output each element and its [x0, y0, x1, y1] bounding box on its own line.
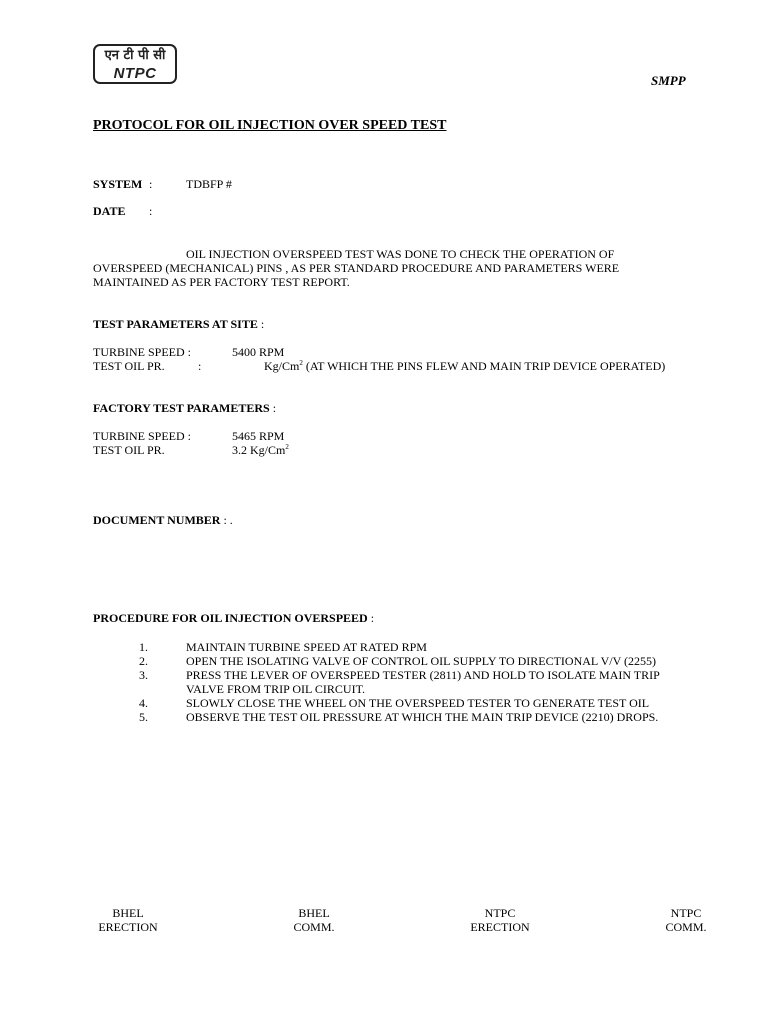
- step-text: OBSERVE THE TEST OIL PRESSURE AT WHICH THE MAIN TRIP DEVICE (2210) DROPS.: [186, 710, 659, 724]
- site-oil-unit: [264, 359, 665, 375]
- signature-role: COMM.: [293, 920, 335, 934]
- step-text: OPEN THE ISOLATING VALVE OF CONTROL OIL SUPPLY TO DIRECTIONAL V/V (2255): [186, 654, 657, 668]
- site-oil-label: TEST OIL PR.: [93, 359, 165, 373]
- system-separator: :: [149, 177, 153, 191]
- system-label: SYSTEM: [93, 177, 143, 191]
- step-number: 1.: [139, 640, 148, 654]
- step-text: SLOWLY CLOSE THE WHEEL ON THE OVERSPEED TESTER TO GENERATE TEST OIL: [186, 696, 650, 710]
- document-number: [93, 513, 233, 527]
- factory-params-heading-text: FACTORY TEST PARAMETERS: [93, 401, 270, 415]
- date-label: DATE: [93, 204, 126, 218]
- signature-org: BHEL: [112, 906, 144, 920]
- procedure-separator: :: [370, 611, 375, 625]
- signature-org: NTPC: [670, 906, 702, 920]
- date-separator: :: [149, 204, 153, 218]
- document-number-separator: : .: [223, 513, 233, 527]
- step-text: PRESS THE LEVER OF OVERSPEED TESTER (2811) AND HOLD TO ISOLATE MAIN TRIP: [186, 668, 660, 682]
- step-number: 3.: [139, 668, 148, 682]
- step-number: 4.: [139, 696, 148, 710]
- factory-params-heading: [93, 401, 276, 415]
- intro-paragraph: [93, 247, 703, 289]
- site-oil-separator: :: [198, 359, 202, 373]
- paragraph-line: OVERSPEED (MECHANICAL) PINS , AS PER STANDARD PROCEDURE AND PARAMETERS WERE: [93, 261, 620, 275]
- step-text: MAINTAIN TURBINE SPEED AT RATED RPM: [186, 640, 427, 654]
- site-params-heading: [93, 317, 264, 331]
- step-text-continued: VALVE FROM TRIP OIL CIRCUIT.: [186, 682, 366, 696]
- logo-hindi-text: एन टी पी सी: [104, 48, 166, 63]
- procedure-heading: [93, 611, 374, 625]
- step-number: 5.: [139, 710, 148, 724]
- factory-turbine-value: 5465 RPM: [232, 429, 285, 443]
- site-oil-note: (AT WHICH THE PINS FLEW AND MAIN TRIP DEVICE OPERATED): [305, 359, 666, 373]
- step-number: 2.: [139, 654, 148, 668]
- factory-oil-label: TEST OIL PR.: [93, 443, 165, 457]
- signature-bhel-comm: [269, 906, 359, 934]
- document-number-label: DOCUMENT NUMBER: [93, 513, 221, 527]
- signature-ntpc-comm: [641, 906, 731, 934]
- signature-ntpc-erection: [455, 906, 545, 934]
- page-title: PROTOCOL FOR OIL INJECTION OVER SPEED TEST: [93, 118, 447, 133]
- site-params-separator: :: [260, 317, 265, 331]
- site-oil-unit-text: Kg/Cm: [264, 359, 300, 373]
- header-code: SMPP: [651, 73, 686, 88]
- logo-english-text: NTPC: [113, 65, 157, 82]
- procedure-heading-text: PROCEDURE FOR OIL INJECTION OVERSPEED: [93, 611, 368, 625]
- site-turbine-value: 5400 RPM: [232, 345, 285, 359]
- signature-role: ERECTION: [470, 920, 530, 934]
- factory-oil-unit-sup: 2: [285, 443, 289, 451]
- factory-turbine-label: TURBINE SPEED :: [93, 429, 192, 443]
- ntpc-logo: [93, 44, 177, 84]
- site-params-heading-text: TEST PARAMETERS AT SITE: [93, 317, 258, 331]
- signature-bhel-erection: [83, 906, 173, 934]
- signature-role: ERECTION: [98, 920, 158, 934]
- site-oil-unit-sup: 2: [299, 359, 303, 367]
- signature-org: NTPC: [484, 906, 516, 920]
- factory-oil-value: [232, 443, 289, 459]
- signature-role: COMM.: [665, 920, 707, 934]
- paragraph-line: OIL INJECTION OVERSPEED TEST WAS DONE TO CHECK THE OPERATION OF: [186, 247, 615, 261]
- signature-org: BHEL: [298, 906, 330, 920]
- factory-oil-value-text: 3.2 Kg/Cm: [232, 443, 286, 457]
- system-value: TDBFP #: [186, 177, 232, 191]
- site-turbine-label: TURBINE SPEED :: [93, 345, 192, 359]
- factory-params-separator: :: [272, 401, 277, 415]
- paragraph-line: MAINTAINED AS PER FACTORY TEST REPORT.: [93, 275, 350, 289]
